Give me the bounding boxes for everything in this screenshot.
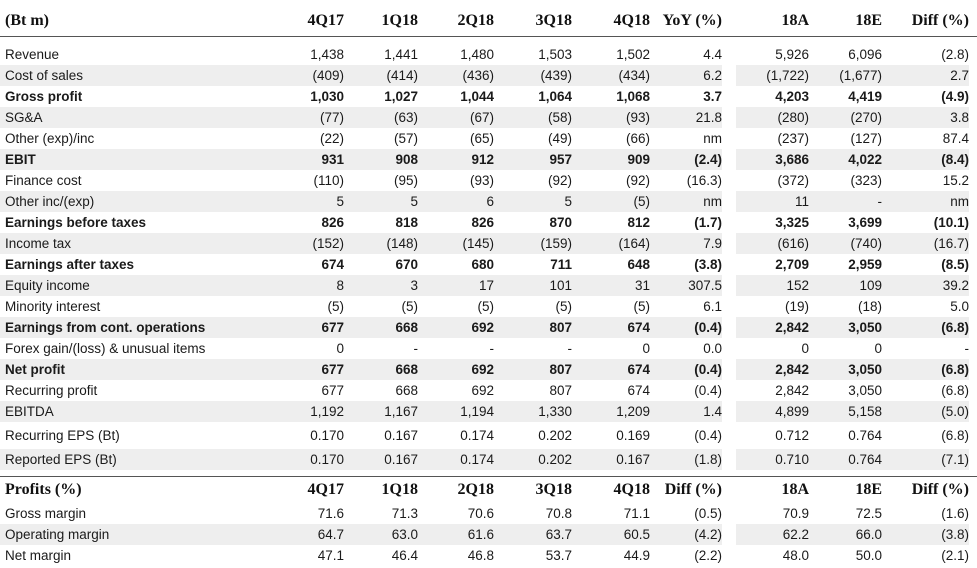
cell-yoy: (2.4) [650, 149, 722, 170]
cell-2q18: 912 [418, 149, 494, 170]
cell-2q18: 680 [471, 257, 494, 272]
cell-3q18: (92) [547, 173, 572, 188]
col-header-1q18: 1Q18 [381, 481, 418, 498]
col-header-18e: 18E [855, 12, 882, 29]
cell-4q17: 826 [321, 215, 344, 230]
cell-4q17: 8 [288, 275, 344, 296]
cell-4q18: 1,209 [572, 401, 650, 422]
cell-1q18: 670 [395, 257, 418, 272]
cell-18a: 11 [736, 191, 809, 212]
table-row [0, 524, 977, 545]
cell-yoy: nm [650, 191, 722, 212]
cell-diff: - [964, 341, 969, 356]
cell-1q18: (57) [393, 131, 418, 146]
cell-yoy: (1.8) [650, 449, 722, 470]
cell-2q18: 0.174 [418, 449, 494, 470]
row-label: Cost of sales [0, 65, 288, 86]
cell-2q18: (65) [469, 131, 494, 146]
cell-18e: 109 [809, 275, 882, 296]
cell-3q18: 807 [494, 317, 572, 338]
cell-1q18: 1,167 [344, 401, 418, 422]
cell-1q18: 818 [395, 215, 418, 230]
cell-4q17: 1,192 [288, 401, 344, 422]
cell-diff: (16.7) [882, 233, 969, 254]
cell-2q18: 61.6 [418, 524, 494, 545]
cell-diff: 3.8 [882, 107, 969, 128]
table-row [0, 65, 977, 86]
cell-3q18: 711 [550, 257, 572, 272]
cell-3q18: 807 [494, 359, 572, 380]
cell-1q18: 668 [395, 383, 418, 398]
cell-4q18: 71.1 [623, 506, 650, 521]
cell-diff: (8.4) [882, 149, 969, 170]
table-row [0, 359, 977, 380]
cell-4q18: 60.5 [572, 524, 650, 545]
cell-3q18: (159) [494, 233, 572, 254]
cell-3q18: 70.8 [545, 506, 572, 521]
cell-2q18: 826 [471, 215, 494, 230]
cell-diff: 2.7 [882, 65, 969, 86]
cell-yoy: 6.1 [703, 299, 722, 314]
cell-4q18: 44.9 [623, 548, 650, 563]
cell-3q18: 53.7 [545, 548, 572, 563]
cell-4q18: 31 [572, 275, 650, 296]
cell-yoy: 21.8 [650, 107, 722, 128]
cell-18a: 62.2 [736, 524, 809, 545]
cell-4q17: 47.1 [317, 548, 344, 563]
cell-1q18: - [413, 341, 418, 356]
cell-18a: 2,842 [775, 383, 809, 398]
profits-section-label: Profits (%) [5, 481, 82, 498]
cell-18a: 2,709 [775, 257, 809, 272]
row-label: EBIT [0, 149, 288, 170]
row-label: Gross profit [5, 89, 83, 104]
cell-18a: (280) [736, 107, 809, 128]
cell-2q18: 692 [418, 317, 494, 338]
cell-18e: (270) [809, 107, 882, 128]
cell-1q18: 668 [344, 359, 418, 380]
table-row [0, 338, 977, 359]
cell-diff: nm [882, 191, 969, 212]
cell-1q18: 908 [344, 149, 418, 170]
row-label: Net profit [0, 359, 288, 380]
cell-18e: 6,096 [848, 47, 882, 62]
cell-diff: (6.8) [941, 383, 969, 398]
cell-18e: 0 [874, 341, 882, 356]
cell-18a: 70.9 [782, 506, 809, 521]
col-header-18a: 18A [781, 12, 809, 29]
cell-3q18: 957 [494, 149, 572, 170]
cell-18a: (1,722) [736, 65, 809, 86]
cell-diff: (8.5) [941, 257, 969, 272]
cell-4q17: 931 [288, 149, 344, 170]
cell-4q18: 1,502 [616, 47, 650, 62]
table-row [0, 275, 977, 296]
cell-2q18: (145) [418, 233, 494, 254]
row-label: SG&A [0, 107, 288, 128]
row-label: Minority interest [5, 299, 101, 314]
cell-yoy: (2.2) [694, 548, 722, 563]
cell-3q18: 807 [549, 383, 572, 398]
cell-4q17: (77) [288, 107, 344, 128]
cell-diff: (4.9) [941, 89, 969, 104]
cell-18a: 0 [801, 341, 809, 356]
cell-18e: - [809, 191, 882, 212]
cell-2q18: (5) [477, 299, 494, 314]
cell-3q18: 1,330 [494, 401, 572, 422]
col-header-4q17: 4Q17 [307, 12, 344, 29]
cell-yoy: 4.4 [703, 47, 722, 62]
cell-yoy: 7.9 [650, 233, 722, 254]
cell-2q18: 0.174 [460, 428, 494, 443]
cell-18a: 5,926 [775, 47, 809, 62]
cell-4q18: 674 [572, 317, 650, 338]
table-row [0, 212, 977, 233]
cell-4q17: 677 [288, 317, 344, 338]
cell-18e: 0.764 [809, 449, 882, 470]
cell-18e: (740) [809, 233, 882, 254]
cell-2q18: - [489, 341, 494, 356]
cell-18e: 5,158 [809, 401, 882, 422]
cell-yoy: (4.2) [650, 524, 722, 545]
cell-3q18: (58) [494, 107, 572, 128]
col-header-4q18: 4Q18 [613, 12, 650, 29]
cell-diff: 5.0 [950, 299, 969, 314]
cell-3q18: 5 [494, 191, 572, 212]
cell-18e: 72.5 [855, 506, 882, 521]
table-row [0, 317, 977, 338]
cell-2q18: 692 [471, 383, 494, 398]
header-unit-label: (Bt m) [5, 12, 49, 29]
table-row [0, 449, 977, 470]
col-header-18a: 18A [781, 481, 809, 498]
row-label: Income tax [0, 233, 288, 254]
cell-4q18: 812 [627, 215, 650, 230]
cell-1q18: 3 [344, 275, 418, 296]
cell-18e: (323) [850, 173, 882, 188]
cell-1q18: 0.167 [344, 449, 418, 470]
cell-4q17: (22) [319, 131, 344, 146]
cell-4q18: 0 [642, 341, 650, 356]
cell-18a: 3,686 [736, 149, 809, 170]
cell-4q18: (66) [625, 131, 650, 146]
cell-diff: (10.1) [933, 215, 969, 230]
cell-4q18: (92) [625, 173, 650, 188]
row-label: Net margin [5, 548, 72, 563]
col-header-2q18: 2Q18 [457, 12, 494, 29]
cell-18e: 3,050 [809, 317, 882, 338]
cell-18e: (18) [857, 299, 882, 314]
cell-18a: (19) [784, 299, 809, 314]
row-label: Finance cost [5, 173, 82, 188]
cell-4q18: 648 [627, 257, 650, 272]
row-label: EBITDA [0, 401, 288, 422]
cell-4q17: (152) [288, 233, 344, 254]
cell-18a: 152 [736, 275, 809, 296]
col-header-3q18: 3Q18 [535, 481, 572, 498]
cell-2q18: 692 [418, 359, 494, 380]
cell-diff: (6.8) [882, 359, 969, 380]
cell-18e: 4,022 [809, 149, 882, 170]
table-row [0, 380, 977, 401]
cell-18a: (237) [777, 131, 809, 146]
table-row [0, 86, 977, 107]
cell-1q18: 46.4 [391, 548, 418, 563]
cell-2q18: 17 [418, 275, 494, 296]
cell-3q18: (5) [555, 299, 572, 314]
cell-4q18: (5) [572, 191, 650, 212]
cell-3q18: 870 [549, 215, 572, 230]
cell-2q18: 46.8 [467, 548, 494, 563]
cell-18e: 2,959 [848, 257, 882, 272]
cell-2q18: 1,194 [418, 401, 494, 422]
cell-3q18: 101 [494, 275, 572, 296]
cell-yoy: 0.0 [703, 341, 722, 356]
cell-1q18: 668 [344, 317, 418, 338]
cell-4q17: (409) [288, 65, 344, 86]
cell-diff: (2.8) [941, 47, 969, 62]
table-row [0, 191, 977, 212]
table-row [0, 233, 977, 254]
col-header-diff: Diff (%) [911, 12, 969, 29]
cell-yoy: (0.5) [694, 506, 722, 521]
cell-diff: 39.2 [882, 275, 969, 296]
cell-4q17: 677 [321, 383, 344, 398]
cell-4q18: 0.169 [616, 428, 650, 443]
cell-3q18: 0.202 [494, 449, 572, 470]
table-row [0, 425, 977, 446]
cell-18a: 0.710 [736, 449, 809, 470]
cell-18a: 3,325 [775, 215, 809, 230]
cell-4q17: (110) [313, 173, 344, 188]
col-header-yoy: YoY (%) [662, 12, 722, 29]
cell-18e: (127) [850, 131, 882, 146]
cell-18a: 48.0 [782, 548, 809, 563]
cell-diff: (2.1) [941, 548, 969, 563]
cell-1q18: (63) [344, 107, 418, 128]
cell-18e: 3,699 [848, 215, 882, 230]
cell-1q18: (5) [401, 299, 418, 314]
col-header-18e: 18E [855, 481, 882, 498]
cell-yoy: (0.4) [650, 359, 722, 380]
row-label: Equity income [0, 275, 288, 296]
cell-1q18: 0.167 [384, 428, 418, 443]
cell-18e: 3,050 [809, 359, 882, 380]
col-header-2q18: 2Q18 [457, 481, 494, 498]
cell-yoy: (1.7) [694, 215, 722, 230]
cell-4q17: 5 [288, 191, 344, 212]
cell-4q18: (434) [572, 65, 650, 86]
cell-4q18: 909 [572, 149, 650, 170]
cell-1q18: 63.0 [344, 524, 418, 545]
cell-4q18: 1,068 [616, 89, 650, 104]
table-row [0, 254, 977, 275]
col-header-4q17: 4Q17 [307, 481, 344, 498]
cell-diff: 87.4 [942, 131, 969, 146]
cell-3q18: 1,503 [538, 47, 572, 62]
cell-yoy: (16.3) [686, 173, 722, 188]
cell-yoy: 307.5 [650, 275, 722, 296]
cell-1q18: 1,027 [384, 89, 418, 104]
cell-3q18: (49) [547, 131, 572, 146]
profits-header [0, 476, 977, 503]
cell-yoy: 1.4 [650, 401, 722, 422]
cell-4q18: 674 [627, 383, 650, 398]
cell-4q18: (5) [633, 299, 650, 314]
cell-diff: (1.6) [941, 506, 969, 521]
cell-4q18: (164) [572, 233, 650, 254]
row-label: Earnings after taxes [5, 257, 135, 272]
cell-18e: 0.764 [848, 428, 882, 443]
cell-1q18: (95) [393, 173, 418, 188]
cell-4q17: 64.7 [288, 524, 344, 545]
cell-4q18: 674 [572, 359, 650, 380]
cell-2q18: 1,044 [460, 89, 494, 104]
header-rule [0, 36, 977, 37]
table-row [0, 296, 977, 317]
cell-4q17: 674 [321, 257, 344, 272]
cell-18e: (1,677) [809, 65, 882, 86]
cell-diff: (6.8) [882, 317, 969, 338]
row-label: Other inc/(exp) [0, 191, 288, 212]
cell-3q18: 1,064 [538, 89, 572, 104]
row-label: Earnings from cont. operations [0, 317, 288, 338]
cell-2q18: (67) [418, 107, 494, 128]
row-label: Recurring EPS (Bt) [5, 428, 120, 443]
cell-18a: 0.712 [775, 428, 809, 443]
cell-2q18: (436) [418, 65, 494, 86]
table-row [0, 170, 977, 191]
col-header-diff: Diff (%) [911, 481, 969, 498]
table-row [0, 545, 977, 566]
cell-1q18: (148) [344, 233, 418, 254]
cell-yoy: (3.8) [694, 257, 722, 272]
cell-1q18: (414) [344, 65, 418, 86]
table-row [0, 401, 977, 422]
cell-3q18: - [567, 341, 572, 356]
cell-diff: 15.2 [942, 173, 969, 188]
cell-2q18: (93) [469, 173, 494, 188]
cell-yoy: 6.2 [650, 65, 722, 86]
cell-18e: 3,050 [848, 383, 882, 398]
cell-diff: (6.8) [941, 428, 969, 443]
col-header-1q18: 1Q18 [381, 12, 418, 29]
row-label: Revenue [5, 47, 60, 62]
row-label: Operating margin [0, 524, 288, 545]
row-label: Gross margin [5, 506, 87, 521]
cell-3q18: 0.202 [538, 428, 572, 443]
table-row [0, 503, 977, 524]
cell-diff: (7.1) [882, 449, 969, 470]
cell-yoy: nm [703, 131, 722, 146]
cell-3q18: (439) [494, 65, 572, 86]
table-row [0, 44, 977, 65]
cell-diff: (3.8) [882, 524, 969, 545]
cell-yoy: (0.4) [694, 428, 722, 443]
cell-4q18: 0.167 [572, 449, 650, 470]
cell-18a: 2,842 [736, 317, 809, 338]
row-label: Other (exp)/inc [5, 131, 95, 146]
cell-4q17: 1,030 [310, 89, 344, 104]
cell-18a: (372) [777, 173, 809, 188]
row-label: Forex gain/(loss) & unusual items [5, 341, 206, 356]
cell-yoy: (0.4) [694, 383, 722, 398]
cell-18a: (616) [736, 233, 809, 254]
cell-1q18: 5 [344, 191, 418, 212]
row-label: Recurring profit [5, 383, 98, 398]
cell-4q17: 1,438 [310, 47, 344, 62]
cell-yoy: 3.7 [703, 89, 722, 104]
cell-2q18: 1,480 [460, 47, 494, 62]
cell-18a: 4,899 [736, 401, 809, 422]
cell-4q17: 0 [336, 341, 344, 356]
cell-4q17: 0.170 [288, 449, 344, 470]
cell-4q17: (5) [327, 299, 344, 314]
cell-4q17: 0.170 [310, 428, 344, 443]
table-row [0, 149, 977, 170]
cell-18a: 4,203 [775, 89, 809, 104]
cell-1q18: 1,441 [384, 47, 418, 62]
row-label: Reported EPS (Bt) [0, 449, 288, 470]
cell-4q17: 677 [288, 359, 344, 380]
table-header [0, 6, 977, 36]
table-row [0, 107, 977, 128]
cell-1q18: 71.3 [391, 506, 418, 521]
col-header-3q18: 3Q18 [535, 12, 572, 29]
cell-18a: 2,842 [736, 359, 809, 380]
row-label: Earnings before taxes [5, 215, 147, 230]
cell-2q18: 6 [418, 191, 494, 212]
col-header-4q18: 4Q18 [613, 481, 650, 498]
cell-18e: 50.0 [855, 548, 882, 563]
col-header-diff-q: Diff (%) [664, 481, 722, 498]
cell-18e: 66.0 [809, 524, 882, 545]
cell-2q18: 70.6 [467, 506, 494, 521]
cell-18e: 4,419 [848, 89, 882, 104]
cell-4q17: 71.6 [317, 506, 344, 521]
cell-diff: (5.0) [882, 401, 969, 422]
cell-yoy: (0.4) [650, 317, 722, 338]
cell-4q18: (93) [572, 107, 650, 128]
cell-3q18: 63.7 [494, 524, 572, 545]
table-row [0, 128, 977, 149]
